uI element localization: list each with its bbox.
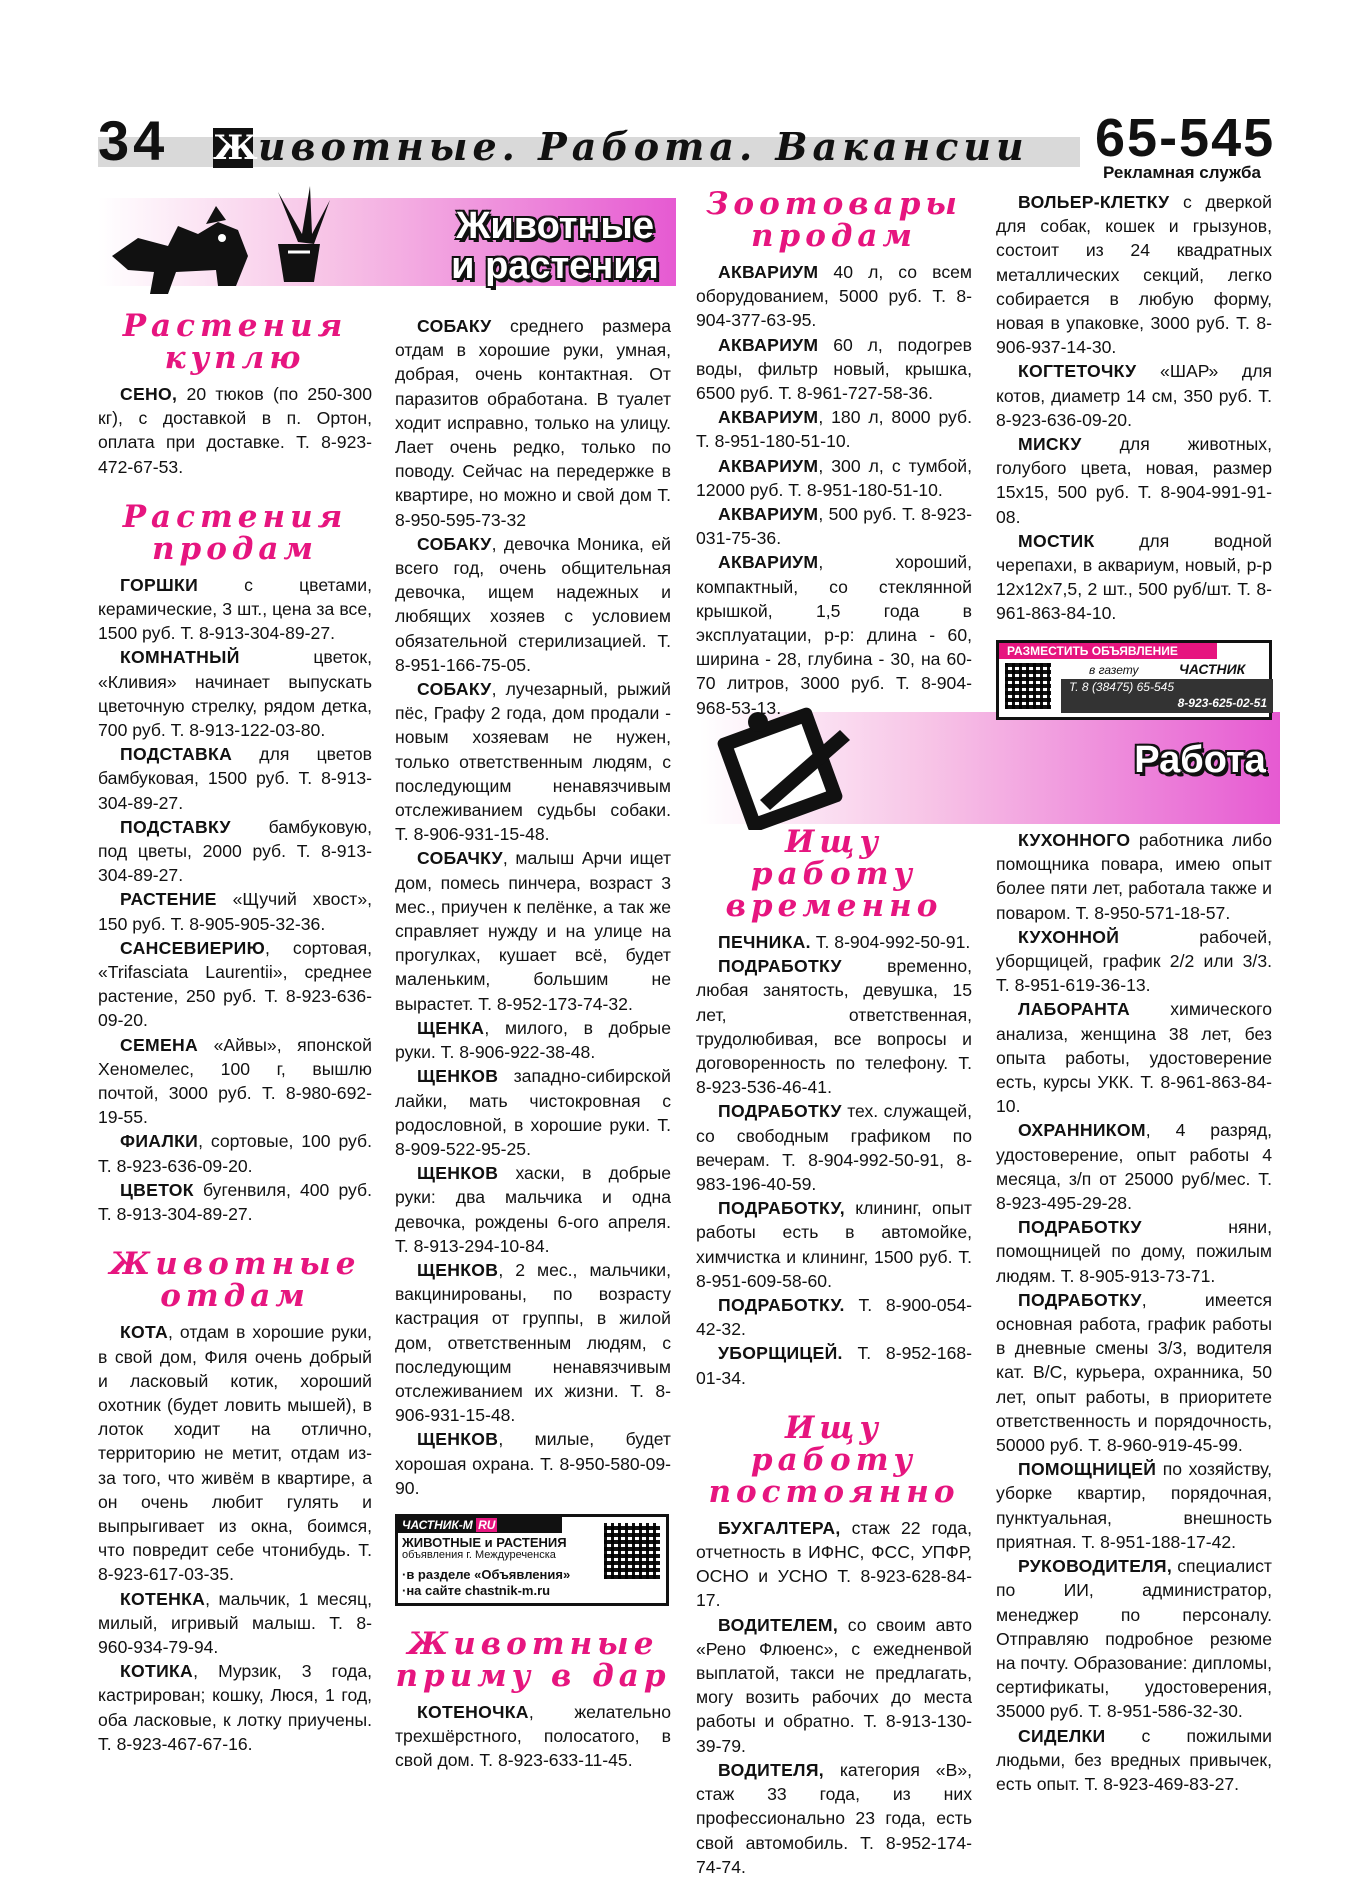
classified-ad [98,1320,372,1586]
ad-text: , лучезарный, рыжий пёс, Графу 2 года, дом продали - новым хозяевам не нужен, только ответственным людям, с последующим ненавязчивым отслеживанием судьбы собаки. Т. 8-906-931-15-48. [395,679,671,845]
ad-keyword: ПЕЧНИКА. [718,932,811,952]
classified-ad [696,930,972,954]
ad-text: , желательно трехшёрстного, полосатого, в свой дом. Т. 8-923-633-11-45. [395,1701,671,1771]
qr-code-icon [604,1523,660,1579]
classified-ad [98,742,372,815]
classified-ad [996,432,1272,529]
classified-ad [395,1064,671,1161]
ad-text: , сортовая, «Trifasciata Laurentii», среднее растение, 250 руб. Т. 8-923-636-09-20. [98,937,372,1031]
ad-text: среднего размера отдам в хорошие руки, умная, добрая, очень контактная. От паразитов обработана. В туалет ходит исправно, только на улицу. Лает очень редко, только по поводу. Сейчас на передержке в квартире, но можно и свой дом Т. 8-950-595-73-32 [395,316,671,530]
ad-keyword: КОТЕНОЧКА [417,1701,529,1722]
column-2 [395,314,671,1773]
classified-ad [395,846,671,1015]
ad-keyword: АКВАРИУМ [718,455,819,476]
ad-text: , милого, в добрые руки. Т. 8-906-922-38-48. [395,1017,671,1063]
promo-sub: объявления г. Междуреченска [402,1548,556,1561]
ad-keyword: КОТЕНКА [120,1588,206,1609]
ad-keyword: ПОДСТАВКА [120,744,233,765]
ad-keyword: ВОДИТЕЛЕМ, [718,1614,839,1635]
classified-ad [696,1758,972,1879]
classified-ad [696,550,972,719]
classified-ad [696,333,972,406]
classified-ad [395,532,671,677]
ad-text: «ШАР» для котов, диаметр 14 см, 350 руб. Т. 8-923-636-09-20. [996,361,1272,430]
ad-text: , 180 л, 8000 руб. Т. 8-951-180-51-10. [696,407,972,452]
column-3 [696,188,972,720]
classified-ad [696,405,972,453]
ad-text: няни, помощницей по дому, пожилым людям. Т. 8-905-913-73-71. [996,1217,1272,1286]
ad-text: стаж 22 года, отчетность в ИФНС, ФСС, УПФР, ОСНО и УСНО Т. 8-923-628-84-17. [696,1517,972,1611]
classified-ad [996,997,1272,1118]
ad-text: клининг, опыт работы есть в автомойке, химчистка и клининг, 1500 руб. Т. 8-951-609-58-60. [696,1198,972,1291]
promo-brand: ЧАСТНИК-М [402,1517,473,1532]
ad-text: 40 л, со всем оборудованием, 5000 руб. Т. 8-904-377-63-95. [696,262,972,331]
ad-keyword: ПОМОЩНИЦЕЙ [1018,1459,1157,1480]
ad-keyword: СОБАЧКУ [417,848,503,869]
ad-text: хаски, в добрые руки: два мальчика и одна девочка, рождены 6-ого апреля. Т. 8-913-294-10-84. [395,1163,671,1256]
classified-ad [696,502,972,550]
classified-ad [996,925,1272,998]
classified-ad [696,454,972,502]
ad-keyword: АКВАРИУМ [718,334,819,355]
ad-text: , 500 руб. Т. 8-923-031-75-36. [696,504,972,549]
classified-ad [696,1099,972,1196]
promo-place-line-1: РАЗМЕСТИТЬ ОБЪЯВЛЕНИЕ [999,643,1217,659]
ad-text: категория «В», стаж 33 года, из них профессионально 23 года, есть свой автомобиль. Т. 8-952-174-74-74. [696,1759,972,1877]
ad-text: рабочей, уборщицей, график 2/2 или 3/3. Т. 8-951-619-36-13. [996,926,1272,996]
column-4 [996,190,1272,720]
ad-text: для цветов бамбуковая, 1500 руб. Т. 8-913-304-89-27. [98,744,372,813]
promo-place-ad[interactable] [996,640,1272,720]
ad-text: со своим авто «Рено Флюенс», с ежедненвой выплатой, такси не предлагать, могу возить рабочих до места работы и обратно. Т. 8-913-130-39-79. [696,1614,972,1756]
classified-ad [98,382,372,479]
ad-keyword: СЕМЕНА [120,1034,199,1055]
classified-ad [395,1016,671,1064]
ads-temp-work [696,930,972,1390]
ad-text: , девочка Моника, ей всего год, очень общительная девочка, ищем надежных и любящих хозяев с условием обязательной стерилизацией. Т. 8-951-166-75-05. [395,533,671,675]
classified-ad [395,1258,671,1427]
classified-ad [98,887,372,935]
ad-text: для водной черепахи, в аквариум, новый, р-р 12х12х7,5, 2 шт., 500 руб/шт. Т. 8-961-863-84-10. [996,530,1272,624]
column-4-work [996,828,1272,1796]
ad-text: Т. 8-952-168-01-34. [696,1343,972,1388]
ad-keyword: ГОРШКИ [120,574,199,595]
ad-text: , 2 мес., мальчики, вакцинированы, по возрасту кастрация от группы, в жилой дом, ответственным людям, с последующим ненавязчивым отслеживанием их жизни. Т. 8-906-931-15-48. [395,1259,671,1426]
promo-brand-ru: RU [478,1517,496,1532]
ad-keyword: ВОЛЬЕР-КЛЕТКУ [1018,192,1170,212]
ad-keyword: УБОРЩИЦЕЙ. [718,1343,843,1364]
ad-keyword: МОСТИК [1018,530,1095,551]
classified-ad [996,1724,1272,1797]
ad-text: , имеется основная работа, график работы в дневные смены 3/3, водителя кат. В/С, курьера, охранника, 50 лет, опыт работы, в приоритете ответственность и порядочность, 50000 руб. Т. 8-960-919-45-99. [996,1289,1272,1456]
ad-keyword: МИСКУ [1018,434,1082,455]
ad-text: химического анализа, женщина 38 лет, без опыта работы, удостоверение есть, курсы УКК. Т. 8-961-863-84-10. [996,999,1272,1117]
classified-ad [696,1196,972,1293]
classified-ad [696,260,972,333]
ad-keyword: БУХГАЛТЕРА, [718,1517,841,1538]
ad-text: , сортовые, 100 руб. Т. 8-923-636-09-20. [98,1131,372,1176]
ad-keyword: ЩЕНКОВ [417,1429,499,1450]
ad-text: , хороший, компактный, со стеклянной крышкой, 1,5 года в эксплуатации, р-р: длина - 60, ширина - 28, глубина - 30, на 60-70 литров, 3000 руб. Т. 8-904-968-53-13. [696,552,972,718]
classified-ad [996,529,1272,626]
work-banner-title: Работа [1134,739,1266,781]
ad-text: бамбуковую, под цветы, 2000 руб. Т. 8-913-304-89-27. [98,816,372,886]
ad-text: специалист по ИИ, администратор, менеджер по персоналу. Отправляю подробное резюме на почту. Образование: дипломы, сертификаты, удостоверения, 35000 руб. Т. 8-951-586-32-30. [996,1556,1272,1722]
classified-ad [996,359,1272,432]
ad-text: , 4 разряд, удостоверение, опыт работы 4 месяца, з/п от 25000 руб/мес. Т. 8-923-495-29-28. [996,1120,1272,1214]
rubric-perm-work: Ищу работу постоянно [708,1409,960,1510]
ad-keyword: ПОДРАБОТКУ. [718,1295,845,1316]
ads-animals-give [98,1320,372,1756]
ads-zoo [696,260,972,720]
ad-keyword: ЩЕНКОВ [417,1066,499,1087]
rubric-animals-give: Животные отдам [109,1246,361,1315]
ad-keyword: КОТИКА [120,1661,194,1682]
classified-ad [98,815,372,888]
ad-text: , мальчик, 1 месяц, милый, игривый малыш. Т. 8-960-934-79-94. [98,1588,372,1657]
classified-ad [996,1554,1272,1723]
classified-ad [395,314,671,532]
ad-text: 20 тюков (по 250-300 кг), с доставкой в п. Ортон, оплата при доставке. Т. 8-923-472-67-53. [98,384,372,477]
ad-keyword: КОМНАТНЫЙ [120,647,240,668]
promo-place-brand: ЧАСТНИК [1179,660,1246,677]
ad-keyword: АКВАРИУМ [718,262,819,282]
ad-text: , отдам в хорошие руки, в свой дом, Филя очень добрый и ласковый котик, хороший охотник (будет ловить мышей), в лоток ходит на отлично, территорию не метит, отдам из-за того, что живём в квартире, а он очень любит гулять и выпрыгивает из окна, боимся, что повредит себе чтонибудь. Т. 8-923-617-03-35. [98,1322,372,1585]
classified-ad [996,1288,1272,1457]
ad-text: временно, любая занятость, девушка, 15 лет, ответственная, трудолюбивая, все вопросы и договоренность по телефону. Т. 8-923-536-46-41. [696,956,972,1098]
column-1 [98,310,372,1756]
promo-line-1: ·в разделе «Объявления» [402,1566,571,1582]
ad-keyword: ПОДРАБОТКУ [1018,1289,1142,1310]
ad-text: «Айвы», японской Хеномелес, 100 г, вышлю почтой, 3000 руб. Т. 8-980-692-19-55. [98,1034,372,1128]
ad-text: , милые, будет хорошая охрана. Т. 8-950-580-09-90. [395,1429,671,1498]
promo-title-a: ЖИВОТНЫЕ [402,1534,481,1550]
promo-title-b: и РАСТЕНИЯ [481,1534,567,1550]
ad-keyword: ПОДРАБОТКУ [1018,1217,1142,1238]
animals-banner-title: Животные и растения [451,205,659,287]
promo-place-line-2: в газету [1089,662,1139,677]
ad-text: , 300 л, с тумбой, 12000 руб. Т. 8-951-180-51-10. [696,455,972,500]
ad-keyword: ОХРАННИКОМ [1018,1120,1146,1141]
ad-text: с цветами, керамические, 3 шт., цена за все, 1500 руб. Т. 8-913-304-89-27. [98,574,372,644]
promo-line-2: ·на сайте chastnik-m.ru [402,1582,551,1598]
ad-keyword: СИДЕЛКИ [1018,1725,1106,1746]
ad-keyword: РАСТЕНИЕ [120,889,217,910]
ad-text: Т. 8-900-054-42-32. [696,1295,972,1340]
ad-keyword: ФИАЛКИ [120,1131,199,1152]
ad-keyword: КОТА [120,1322,168,1343]
rubric-zoo: Зоотовары продам [706,186,962,254]
classified-ad [996,1118,1272,1215]
ad-text: по хозяйству, уборке квартир, порядочная, пунктуальная, внешность приятная. Т. 8-951-188-17-42. [996,1459,1272,1552]
classified-ad [98,573,372,646]
ads-plants-buy [98,382,372,479]
classified-ad [98,1659,372,1756]
section-logo: Ж [213,128,258,168]
ad-keyword: АКВАРИУМ [718,504,819,525]
promo-place-phone-2: 8-923-625-02-51 [1177,695,1267,710]
classified-ad [696,1293,972,1341]
section-title: ивотные. Работа. Вакансии [258,124,1029,169]
ad-keyword: АКВАРИУМ [718,552,819,573]
ad-phone-caption: Рекламная служба [1103,163,1261,182]
classified-ad [996,190,1272,359]
ads-work-candidates [996,828,1272,1796]
classified-ad [98,936,372,1033]
classified-ad [696,954,972,1099]
ad-keyword: ЛАБОРАНТА [1018,999,1131,1020]
ads-zoo-goods [996,190,1272,626]
classified-ad [395,1161,671,1258]
classified-ad [996,1215,1272,1288]
classified-ad [98,1178,372,1226]
ad-keyword: ЦВЕТОК [120,1179,194,1200]
classified-ad [996,1457,1272,1554]
ad-keyword: ПОДРАБОТКУ, [718,1198,845,1219]
ad-text: «Щучий хвост», 150 руб. Т. 8-905-905-32-36. [98,889,372,934]
classified-ad [98,1587,372,1660]
rubric-plants-sell: Растения продам [122,498,348,567]
ad-phone: 65-545 [1095,108,1276,168]
promo-chastnik-m[interactable] [395,1514,669,1606]
ad-keyword: КОГТЕТОЧКУ [1018,361,1137,382]
ad-text: работника либо помощника повара, имею опыт более пяти лет, работала также и поваром. Т. 8-950-571-18-57. [996,830,1272,923]
ad-keyword: СОБАКУ [417,533,492,554]
rubric-gift: Животные приму в дар [395,1625,671,1694]
ads-gift [395,1700,671,1773]
classified-ad [696,1613,972,1758]
ad-keyword: КУХОННОЙ [1018,926,1120,947]
promo-place-phone-1: Т. 8 (38475) 65-545 [1069,679,1174,694]
ad-text: бугенвиля, 400 руб. Т. 8-913-304-89-27. [98,1179,372,1225]
classified-ad [996,828,1272,925]
classified-ad [395,1427,671,1500]
ad-text: , Мурзик, 3 года, кастрирован; кошку, Люся, 1 год, оба ласковые, к лотку приучены. Т. 8-923-467-67-16. [98,1661,372,1754]
ad-keyword: ПОДСТАВКУ [120,816,231,837]
ad-text: 60 л, подогрев воды, фильтр новый, крышка, 6500 руб. Т. 8-961-727-58-36. [696,334,972,404]
ad-keyword: ЩЕНКА [417,1017,485,1038]
ad-text: тех. служащей, со свободным графиком по вечерам. Т. 8-904-992-50-91, 8-983-196-40-59. [696,1101,972,1195]
potted-plant-icon [258,182,338,292]
qr-code-icon [1005,663,1051,709]
ad-text: , малыш Арчи ищет дом, помесь пинчера, возраст 3 мес., приучен к пелёнке, а так же справляет нужду и на улице на прогулках, кушает всё, будет маленьким, большим не вырастет. Т. 8-952-173-74-32. [395,848,671,1014]
ad-keyword: ЩЕНКОВ [417,1163,499,1184]
ads-dogs [395,314,671,1500]
classified-ad [696,1516,972,1613]
ad-text: для животных, голубого цвета, новая, размер 15х15, 500 руб. Т. 8-904-991-91-08. [996,434,1272,527]
page-number: 34 [98,109,169,172]
classified-ad [696,1341,972,1389]
classified-ad [395,1700,671,1773]
ad-text: цветок, «Кливия» начинает выпускать цветочную стрелку, рядом детка, 700 руб. Т. 8-913-122-03-80. [98,647,372,741]
ad-text: западно-сибирской лайки, мать чистокровная с родословной, в хорошие руки. Т. 8-909-522-95-25. [395,1066,671,1159]
ad-keyword: СЕНО, [120,384,178,404]
ad-keyword: ПОДРАБОТКУ [718,1101,842,1122]
ad-keyword: ЩЕНКОВ [417,1259,499,1280]
ad-keyword: РУКОВОДИТЕЛЯ, [1018,1556,1173,1577]
ad-keyword: АКВАРИУМ [718,407,819,428]
ad-keyword: СОБАКУ [417,316,492,336]
classified-ad [98,1129,372,1177]
ads-plants-sell [98,573,372,1226]
rubric-plants-buy: Растения куплю [122,308,348,376]
ad-text: с пожилыми людьми, без вредных привычек, есть опыт. Т. 8-923-469-83-27. [996,1725,1272,1794]
column-3-work [696,826,972,1879]
rubric-temp-work: Ищу работу временно [725,824,943,924]
ad-text: с дверкой для собак, кошек и грызунов, состоит из 24 квадратных металлических секций, легко собирается в любую форму, новая в упаковке, 3000 руб. Т. 8-906-937-14-30. [996,192,1272,358]
classified-ad [98,645,372,742]
ad-keyword: САНСЕВИЕРИЮ [120,937,266,958]
ad-keyword: СОБАКУ [417,679,492,700]
ad-text: Т. 8-904-992-50-91. [810,932,971,952]
classified-ad [98,1033,372,1130]
ad-keyword: КУХОННОГО [1018,830,1131,850]
classified-ad [395,677,671,846]
ad-keyword: ПОДРАБОТКУ [718,956,842,977]
ads-perm-work [696,1516,972,1879]
ad-keyword: ВОДИТЕЛЯ, [718,1759,824,1780]
